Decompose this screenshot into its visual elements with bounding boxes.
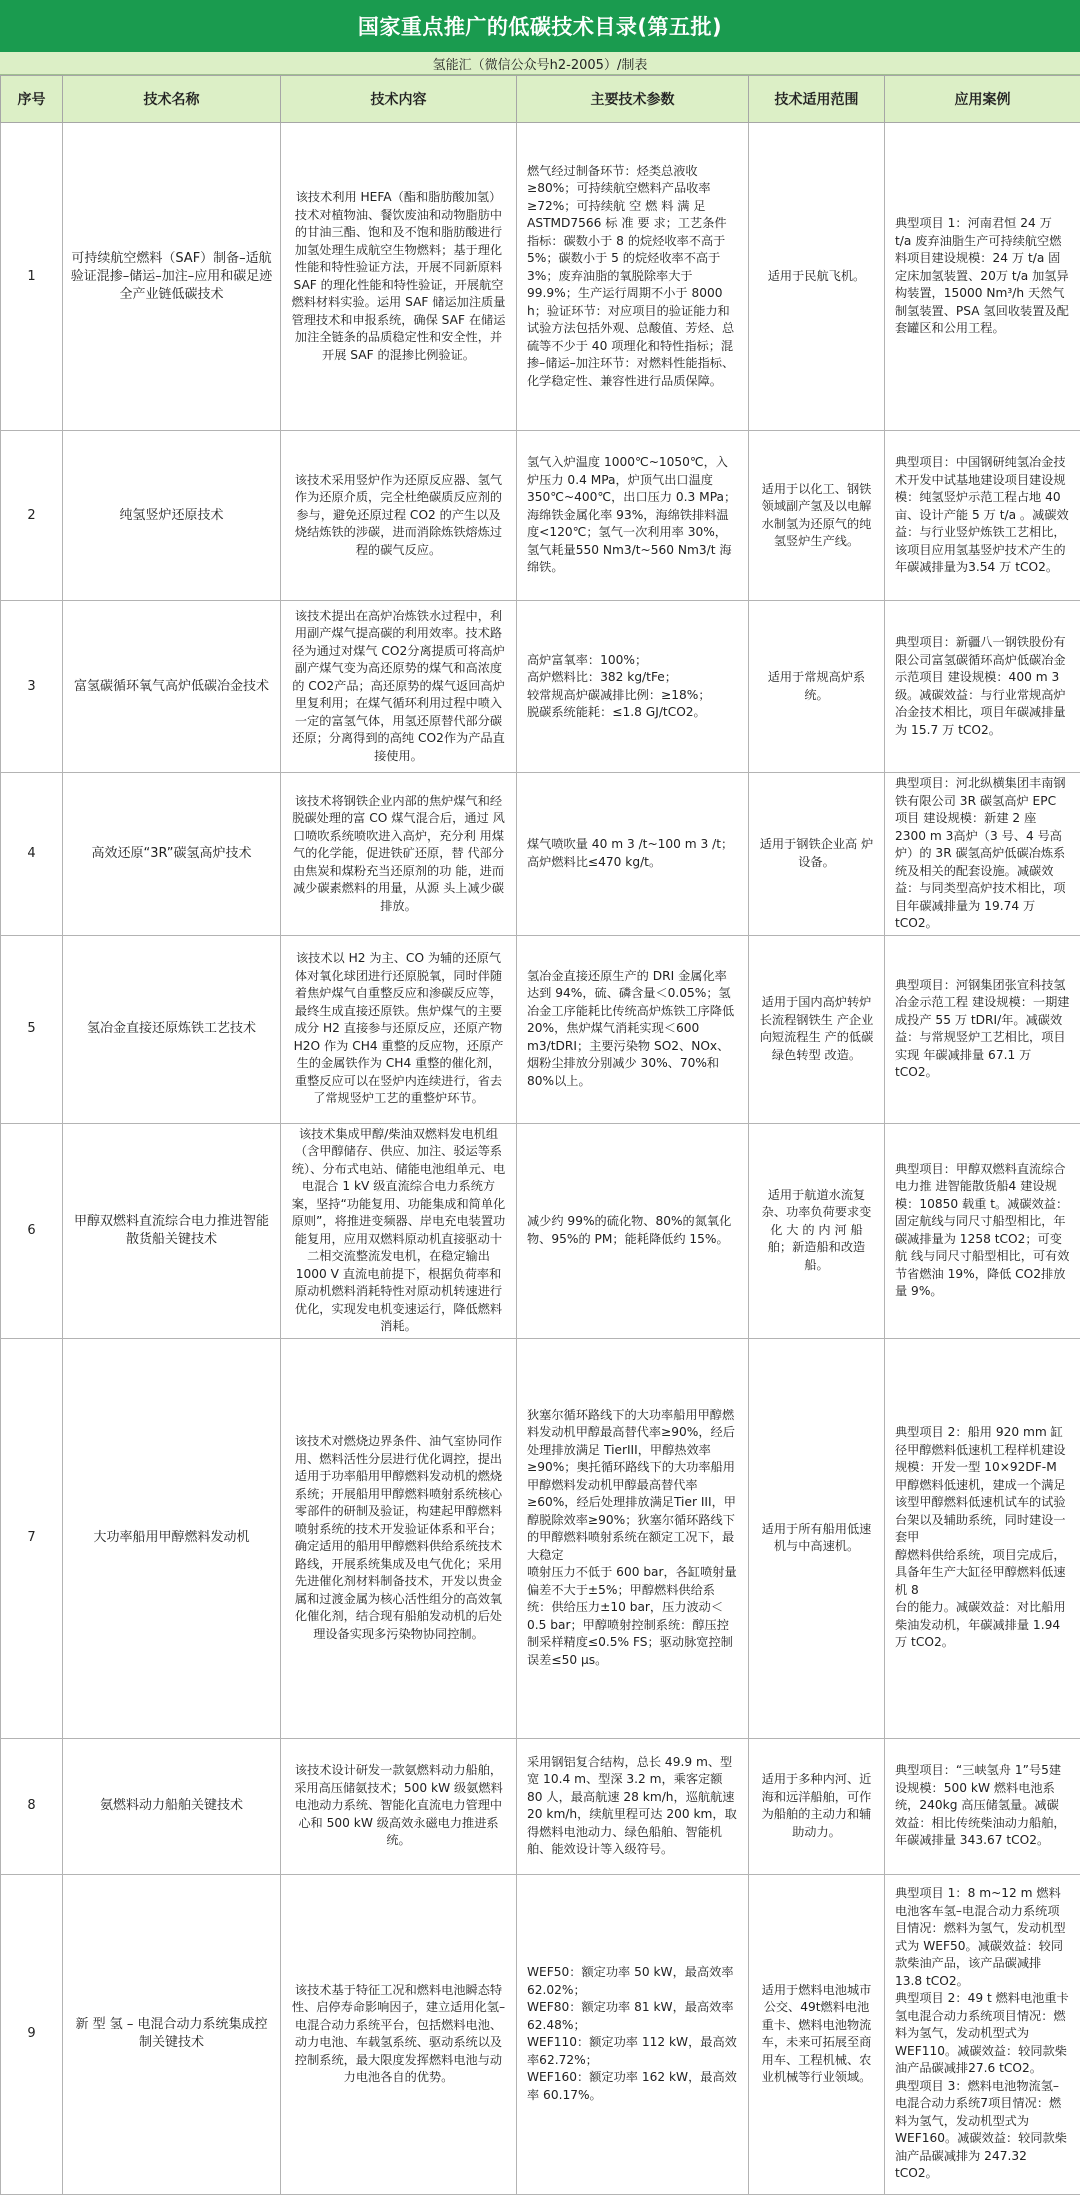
cell-tech-params: 煤气喷吹量 40 m 3 /t~100 m 3 /t； 高炉燃料比≤470 kg/t。 <box>517 773 749 936</box>
cell-tech-params: 氢气入炉温度 1000℃~1050℃，入炉压力 0.4 MPa，炉顶气出口温度350℃~400℃，出口压力 0.3 MPa；海绵铁金属化率 93%，海绵铁排料温度<120℃；氢气一次利用率 30%，氢气耗量550 Nm3/t~560 Nm3/t 海绵铁。 <box>517 431 749 601</box>
cell-case: 典型项目：河北纵横集团丰南钢铁有限公司 3R 碳氢高炉 EPC 项目 建设规模：新建 2 座 2300 m 3高炉（3 号、4 号高炉）的 3R 碳氢高炉低碳冶炼系统及相关的配套设施。减碳效益：与同类型高炉技术相比，项目年碳减排量为 19.74 万 tCO2。 <box>885 773 1080 936</box>
cell-no: 3 <box>1 601 63 773</box>
table-row <box>1 1338 1080 1738</box>
cell-no: 4 <box>1 773 63 936</box>
cell-no: 5 <box>1 935 63 1123</box>
column-header-no: 序号 <box>1 76 63 123</box>
column-header-params: 主要技术参数 <box>517 76 749 123</box>
cell-tech-name: 纯氢竖炉还原技术 <box>63 431 281 601</box>
column-header-name: 技术名称 <box>63 76 281 123</box>
table-row <box>1 601 1080 773</box>
cell-case: 典型项目：新疆八一钢铁股份有限公司富氢碳循环高炉低碳冶金示范项目 建设规模：400 m 3级。减碳效益：与行业常规高炉冶金技术相比，项目年碳减排量为 15.7 万 tCO2。 <box>885 601 1080 773</box>
cell-no: 7 <box>1 1338 63 1738</box>
cell-scope: 适用于国内高炉转炉长流程钢铁生 产企业向短流程生 产的低碳绿色转型 改造。 <box>749 935 885 1123</box>
cell-tech-params: 狄塞尔循环路线下的大功率船用甲醇燃料发动机甲醇最高替代率≥90%，经后处理排放满足 TierIII，甲醇热效率≥90%；奥托循环路线下的大功率船用甲醇燃料发动机甲醇最高替代率≥60%，经后处理排放满足Tier III，甲醇脱除效率≥90%；狄塞尔循环路线下的甲醇燃料喷射系统在额定工况下，最大稳定 喷射压力不低于 600 bar，各缸喷射量偏差不大于±5%；甲醇燃料供给系统：供给压力±10 bar，压力波动＜0.5 bar；甲醇喷射控制系统：醇压控制采样精度≤0.5% FS；驱动脉宽控制误差≤50 μs。 <box>517 1338 749 1738</box>
cell-tech-content: 该技术利用 HEFA（酯和脂肪酸加氢）技术对植物油、餐饮废油和动物脂肪中的甘油三酯、饱和及不饱和脂肪酸进行加氢处理生成航空生物燃料；基于理化性能和特性验证方法，开展不同新原料 SAF 的理化性能和特性验证，开展航空燃料材料实验。运用 SAF 储运加注质量管理技术和申报系统，确保 SAF 在储运加注全链条的品质稳定性和安全性，并开展 SAF 的混掺比例验证。 <box>281 123 517 431</box>
cell-tech-params: 采用钢铝复合结构，总长 49.9 m、型宽 10.4 m、型深 3.2 m，乘客定额 80 人，最高航速 28 km/h，巡航航速 20 km/h，续航里程可达 200 km，取得燃料电池动力、绿色船舶、智能机舶、能效设计等入级符号。 <box>517 1738 749 1874</box>
page-subtitle: 氢能汇（微信公众号h2-2005）/制表 <box>0 52 1080 75</box>
cell-case: 典型项目：河钢集团张宣科技氢冶金示范工程 建设规模：一期建成投产 55 万 tDRI/年。减碳效益：与常规竖炉工艺相比，项目实现 年碳减排量 67.1 万 tCO2。 <box>885 935 1080 1123</box>
cell-tech-params: WEF50：额定功率 50 kW，最高效率62.02%； WEF80：额定功率 81 kW，最高效率 62.48%； WEF110：额定功率 112 kW，最高效率62.72%； WEF160：额定功率 162 kW，最高效率 60.17%。 <box>517 1874 749 2194</box>
cell-tech-name: 氢冶金直接还原炼铁工艺技术 <box>63 935 281 1123</box>
cell-no: 6 <box>1 1123 63 1338</box>
cell-tech-name: 新 型 氢 – 电混合动力系统集成控制关键技术 <box>63 1874 281 2194</box>
cell-tech-content: 该技术以 H2 为主、CO 为辅的还原气体对氧化球团进行还原脱氧，同时伴随着焦炉煤气自重整反应和渗碳反应等，最终生成直接还原铁。焦炉煤气的主要成分 H2 直接参与还原反应，还原产物 H2O 作为 CH4 重整的反应物，还原产生的金属铁作为 CH4 重整的催化剂，重整反应可以在竖炉内连续进行，省去了常规竖炉工艺的重整炉环节。 <box>281 935 517 1123</box>
cell-scope: 适用于民航飞机。 <box>749 123 885 431</box>
cell-tech-params: 氢冶金直接还原生产的 DRI 金属化率达到 94%，硫、磷含量＜0.05%；氢冶金工序能耗比传统高炉炼铁工序降低 20%，焦炉煤气消耗实现＜600 m3/tDRI；主要污染物 SO2、NOx、烟粉尘排放分别减少 30%、70%和80%以上。 <box>517 935 749 1123</box>
cell-tech-name: 可持续航空燃料（SAF）制备–适航验证混掺–储运–加注–应用和碳足迹全产业链低碳技术 <box>63 123 281 431</box>
column-header-scope: 技术适用范围 <box>749 76 885 123</box>
table-row <box>1 1123 1080 1338</box>
cell-no: 9 <box>1 1874 63 2194</box>
cell-tech-content: 该技术设计研发一款氨燃料动力船舶，采用高压储氨技术；500 kW 级氨燃料电池动力系统、智能化直流电力管理中心和 500 kW 级高效永磁电力推进系统。 <box>281 1738 517 1874</box>
cell-scope: 适用于燃料电池城市公交、49t燃料电池重卡、燃料电池物流车，未来可拓展至商用车、工程机械、农业机械等行业领域。 <box>749 1874 885 2194</box>
cell-case: 典型项目：“三峡氢舟 1”号5建设规模：500 kW 燃料电池系统，240kg 高压储氢量。减碳效益：相比传统柴油动力船舶，年碳减排量 343.67 tCO2。 <box>885 1738 1080 1874</box>
cell-scope: 适用于以化工、钢铁领域副产氢及以电解水制氢为还原气的纯氢竖炉生产线。 <box>749 431 885 601</box>
cell-case: 典型项目 1：8 m~12 m 燃料电池客车氢–电混合动力系统项目情况：燃料为氢气，发动机型式为 WEF50。减碳效益：较同款柴油产品，该产品碳减排 13.8 tCO2。 典型项目 2：49 t 燃料电池重卡氢电混合动力系统项目情况：燃料为氢气，发动机型式为 WEF110。减碳效益：较同款柴油产品碳减排27.6 tCO2。 典型项目 3：燃料电池物流氢–电混合动力系统7项目情况：燃料为氢气，发动机型式为 WEF160。减碳效益：较同款柴油产品碳减排为 247.32 tCO2。 <box>885 1874 1080 2194</box>
page-title: 国家重点推广的低碳技术目录(第五批) <box>0 0 1080 52</box>
cell-tech-content: 该技术集成甲醇/柴油双燃料发电机组（含甲醇储存、供应、加注、驳运等系统）、分布式电站、储能电池组单元、电电混合 1 kV 级直流综合电力系统方案，坚持“功能复用、功能集成和简单化原则”，将推进变频器、岸电充电装置功能复用，应用双燃料原动机直接驱动十二相交流整流发电机，在稳定输出 1000 V 直流电前提下，根据负荷率和原动机燃料消耗特性对原动机转速进行优化，实现发电机变速运行，降低燃料消耗。 <box>281 1123 517 1338</box>
table-header-row <box>1 76 1080 123</box>
cell-tech-content: 该技术提出在高炉冶炼铁水过程中，利用副产煤气提高碳的利用效率。技术路径为通过对煤气 CO2分离提质可将高炉副产煤气变为高还原势的煤气和高浓度的 CO2产品；高还原势的煤气返回高炉里复利用；在煤气循环利用过程中喷入一定的富氢气体，用氢还原替代部分碳还原；分离得到的高纯 CO2作为产品直接使用。 <box>281 601 517 773</box>
cell-tech-name: 甲醇双燃料直流综合电力推进智能散货船关键技术 <box>63 1123 281 1338</box>
table-row <box>1 935 1080 1123</box>
column-header-case: 应用案例 <box>885 76 1080 123</box>
cell-case: 典型项目：甲醇双燃料直流综合电力推 进智能散货船4 建设规模：10850 载重 t。减碳效益：固定航线与同尺寸船型相比，年碳减排量为 1258 tCO2；可变航 线与同尺寸船型相比，可有效节省燃油 19%，降低 CO2排放量 9%。 <box>885 1123 1080 1338</box>
table-row <box>1 431 1080 601</box>
cell-tech-content: 该技术采用竖炉作为还原反应器、氢气作为还原介质，完全杜绝碳质反应剂的参与，避免还原过程 CO2 的产生以及烧结炼铁的涉碳，进而消除炼铁熔炼过程的碳气反应。 <box>281 431 517 601</box>
cell-case: 典型项目：中国钢研纯氢冶金技术开发中试基地建设项目建设规模：纯氢竖炉示范工程占地 40 亩、设计产能 5 万 t/a 。减碳效益：与行业竖炉炼铁工艺相比，该项目应用氢基竖炉技术产生的年碳减排量为3.54 万 tCO2。 <box>885 431 1080 601</box>
cell-tech-params: 高炉富氧率：100%； 高炉燃料比：382 kg/tFe； 较常规高炉碳减排比例：≥18%； 脱碳系统能耗：≤1.8 GJ/tCO2。 <box>517 601 749 773</box>
cell-tech-name: 大功率船用甲醇燃料发动机 <box>63 1338 281 1738</box>
column-header-content: 技术内容 <box>281 76 517 123</box>
cell-scope: 适用于多种内河、近海和远洋船舶，可作为船舶的主动力和辅助动力。 <box>749 1738 885 1874</box>
table-row <box>1 773 1080 936</box>
table-row <box>1 123 1080 431</box>
cell-scope: 适用于钢铁企业高 炉设备。 <box>749 773 885 936</box>
cell-case: 典型项目 2：船用 920 mm 缸径甲醇燃料低速机工程样机建设规模：开发一型 10×92DF-M 甲醇燃料低速机，建成一个满足 该型甲醇燃料低速机试车的试验台架以及辅助系统，同时建设一套甲 醇燃料供给系统，项目完成后，具备年生产大缸径甲醇燃料低速机 8 台的能力。减碳效益：对比船用柴油发动机，年碳减排量 1.94 万 tCO2。 <box>885 1338 1080 1738</box>
table-row <box>1 1874 1080 2194</box>
cell-scope: 适用于所有船用低速机与中高速机。 <box>749 1338 885 1738</box>
cell-scope: 适用于航道水流复杂、功率负荷要求变 化 大 的 内 河 船舶；新造船和改造船。 <box>749 1123 885 1338</box>
cell-tech-name: 氨燃料动力船舶关键技术 <box>63 1738 281 1874</box>
cell-no: 1 <box>1 123 63 431</box>
cell-tech-content: 该技术对燃烧边界条件、油气室协同作用、燃料活性分层进行优化调控，提出适用于功率船用甲醇燃料发动机的燃烧系统；开展船用甲醇燃料喷射系统核心零部件的研制及验证，构建起甲醇燃料喷射系统的技术开发验证体系和平台；确定适用的船用甲醇燃料供给系统技术路线，开展系统集成及电气优化；采用先进催化剂材料制备技术，开发以贵金属和过渡金属为核心活性组分的高效氧化催化剂，结合现有船舶发动机的后处理设备实现多污染物协同控制。 <box>281 1338 517 1738</box>
tech-table <box>0 75 1080 2195</box>
cell-case: 典型项目 1：河南君恒 24 万 t/a 废弃油脂生产可持续航空燃料项目建设规模：24 万 t/a 固定床加氢装置、20万 t/a 加氢异构装置，15000 Nm³/h 天然气制氢装置、PSA 氢回收装置及配套罐区和公用工程。 <box>885 123 1080 431</box>
cell-tech-content: 该技术基于特征工况和燃料电池瞬态特性、启停寿命影响因子，建立适用化氢–电混合动力系统平台，包括燃料电池、动力电池、车载氢系统、驱动系统以及控制系统，最大限度发挥燃料电池与动力电池各自的优势。 <box>281 1874 517 2194</box>
cell-tech-name: 富氢碳循环氧气高炉低碳冶金技术 <box>63 601 281 773</box>
cell-tech-content: 该技术将钢铁企业内部的焦炉煤气和经脱碳处理的富 CO 煤气混合后，通过 风口喷吹系统喷吹进入高炉，充分利 用煤气的化学能，促进铁矿还原，替 代部分由焦炭和煤粉充当还原剂的功 能，进而减少碳素燃料的用量，从源 头上减少碳排放。 <box>281 773 517 936</box>
cell-tech-name: 高效还原“3R”碳氢高炉技术 <box>63 773 281 936</box>
cell-scope: 适用于常规高炉系统。 <box>749 601 885 773</box>
cell-no: 2 <box>1 431 63 601</box>
cell-no: 8 <box>1 1738 63 1874</box>
cell-tech-params: 燃气经过制备环节：烃类总液收≥80%；可持续航空燃料产品收率≥72%；可持续航 空 燃 料 满 足ASTMD7566 标 准 要 求；工艺条件指标：碳数小于 8 的烷烃收率不高于 5%；碳数小于 5 的烷烃收率不高于 3%；废弃油脂的氧脱除率大于99.9%；生产运行周期不小于 8000 h；验证环节：对应项目的验证能力和试验方法包括外观、总酸值、芳烃、总硫等不少于 40 项理化和特性指标；混掺–储运–加注环节：对燃料性能指标、化学稳定性、兼容性进行品质保障。 <box>517 123 749 431</box>
cell-tech-params: 减少约 99%的硫化物、80%的氮氧化物、95%的 PM；能耗降低约 15%。 <box>517 1123 749 1338</box>
table-row <box>1 1738 1080 1874</box>
